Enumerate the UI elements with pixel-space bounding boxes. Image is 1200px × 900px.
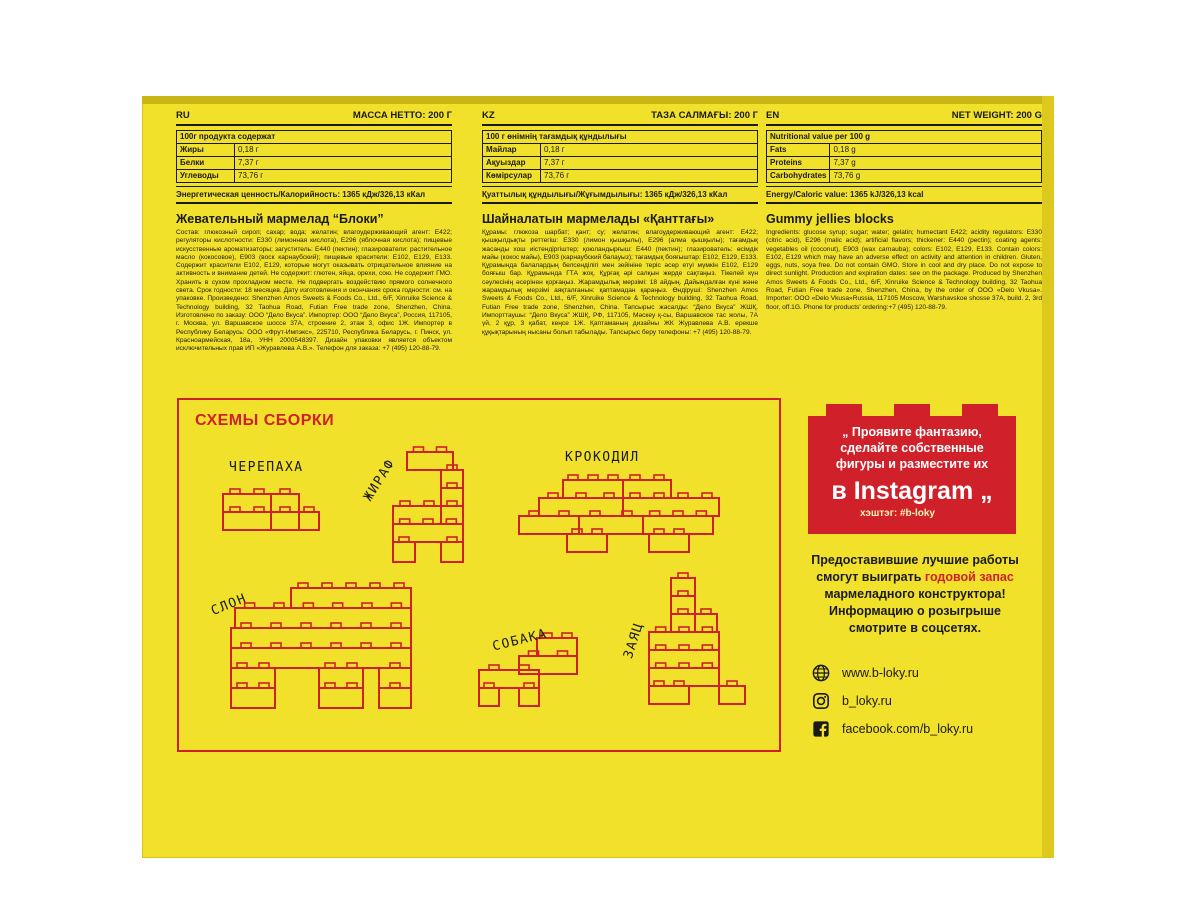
package-top-edge xyxy=(142,96,1054,104)
nutrition-table-header: 100г продукта содержат xyxy=(177,131,452,144)
nutrient-name: Carbohydrates xyxy=(767,170,830,183)
product-name: Шайналатын мармелады «Қанттағы» xyxy=(482,212,715,226)
elephant-brick xyxy=(231,643,411,668)
product-name: Жевательный мармелад “Блоки” xyxy=(176,212,384,226)
label-hare: ЗАЯЦ xyxy=(621,620,647,661)
ingredients-text: Ingredients: glucose syrup; sugar; water; gelatin; humectant E422; acidity regulators: E330 (citric acid), E296 (malic acid); artificial flavors; thickener: E440 (pectin); coating agents: vegetables oil (coconut), E903 (wax carnauba); colors: E102, E129, E133. Contain colors: E102, E129 which may have an adverse effect on activity and attention in children. Gluten, eggs, nuts, soya free. Do not contain GMO. Store in cool and dry place. Do not expose to direct sunlight. Production and expiration dates: see on the package. Produced by Shenzhen Amos Sweets & Foods Co., Ltd., 6/F, Xinruike Science & Technology building, 32 Taohua Road, Futian Free trade zone, Shenzhen, China, by the order of OOO «Delo Vkusa». Importer: OOO «Delo Vkusa»Russia, 117105 Moscow, Warshavskoe shosse 37A, build. 2, 3rd floor, off.1G. Phone for products' ordering:+7 (495) 120-88-79. xyxy=(766,229,1042,311)
giraffe-brick xyxy=(393,537,415,562)
label-turtle: ЧЕРЕПАХА xyxy=(229,460,304,475)
table-row xyxy=(177,144,452,157)
turtle-brick xyxy=(271,507,299,530)
table-row xyxy=(483,170,758,183)
crocodile-brick xyxy=(539,493,623,516)
energy-value: Қуаттылық құндылығы/Жұғымдылығы: 1365 кДж/326,13 кКал xyxy=(482,186,758,204)
dog-brick xyxy=(479,683,499,706)
elephant-brick xyxy=(235,603,411,628)
contest-text-part: мармеладного конструктора! Информацию о розыгрыше смотрите в соцсетях. xyxy=(824,587,1006,635)
giraffe-brick xyxy=(441,501,463,524)
nutrient-name: Ақуыздар xyxy=(483,157,541,170)
net-weight: МАССА НЕТТО: 200 Г xyxy=(352,110,452,121)
nutrient-name: Proteins xyxy=(767,157,830,170)
promo-brick-stud xyxy=(894,404,930,418)
nutrient-value: 7,37 г xyxy=(541,157,758,170)
giraffe-brick xyxy=(393,519,463,542)
promo-instagram: в Instagram „ xyxy=(831,477,993,505)
crocodile-brick xyxy=(649,529,689,552)
hare-brick xyxy=(649,627,719,650)
hare-brick xyxy=(671,609,695,632)
nutrient-value: 73,76 g xyxy=(830,170,1042,183)
net-weight: ТАЗА САЛМАҒЫ: 200 Г xyxy=(651,110,758,121)
instagram-icon xyxy=(812,692,830,710)
facebook-link[interactable] xyxy=(812,718,1022,740)
website-url: www.b-loky.ru xyxy=(842,666,919,680)
column-header xyxy=(766,110,1042,126)
nutrient-value: 0,18 г xyxy=(235,144,452,157)
promo-brick-stud xyxy=(962,404,998,418)
turtle-brick xyxy=(299,507,319,530)
hare-brick xyxy=(671,573,695,596)
nutrient-name: Жиры xyxy=(177,144,235,157)
turtle-brick xyxy=(223,507,271,530)
globe-icon xyxy=(812,664,830,682)
hare-brick xyxy=(649,645,719,668)
brick-figures-drawing xyxy=(179,400,779,750)
info-column-kz xyxy=(482,110,758,337)
schema-title: СХЕМЫ СБОРКИ xyxy=(195,412,335,429)
lang-code: RU xyxy=(176,110,190,121)
giraffe-brick xyxy=(441,537,463,562)
table-row xyxy=(767,157,1042,170)
dog-brick xyxy=(479,665,539,688)
elephant-brick xyxy=(379,683,411,708)
turtle-brick xyxy=(271,489,299,512)
hare-brick xyxy=(671,591,695,614)
hare-brick xyxy=(649,681,689,704)
contest-text xyxy=(808,552,1022,637)
energy-value: Energy/Caloric value: 1365 kJ/326,13 kcal xyxy=(766,186,1042,204)
product-name: Gummy jellies blocks xyxy=(766,212,894,226)
lang-code: KZ xyxy=(482,110,495,121)
info-column-ru xyxy=(176,110,452,353)
nutrition-table xyxy=(766,130,1042,183)
ingredients-text: Құрамы: глюкоза шарбат; қант; су; желатин; влагоудерживающий агент: E422; қышқылдықты реттегіш: E330 (лимон қышқылы), E296 (алма қышқылы); тағамдық жасанды хош иістендіргіштер; қоюландырғыш: E440 (пектин); глазирователь: өсімдік майы (кокос майы), E903 (карнаубский балауыз); тағамдық бояғыштар: E102, E129, E133. Құрамында балалардың белсенділігі мен зейініне теріс әсер етуі мүмкін E102, E129 бояғыш бар. Құрамында ГТА жоқ. Құрғақ әрі салқын жерде сақтаңыз. Тікелей күн сәулесінің әсерінен қорғаңыз. Жарамдылық мерзімі: 18 айдың. Дайындалған күні және жарамдылық мерзімі аяқталғанын: қаптамадан қараңыз. Өндіруші: Shenzhen Amos Sweets & Foods Co., Ltd., 6/F, Xinruike Science & Technology building, 32 Taohua Road, Futian Free trade zone, Shenzhen, China. Тапсырыс жасалды: “Дело Вкуса” ЖШҚ. Импорттаушы: “Дело Вкуса” ЖШҚ, РФ, 117105, Мәскеу қ-сы, Варшавское тас жолы, 7А үй, 2 құр, 3 қабат, кеңсе 1Ж. Қаптаманың дизайны ЖК Журавлева А.В. ерекше құқықтарының нысаны болып табылады. Тапсырыс беру телефоны: +7 (495) 120-88-79. xyxy=(482,229,758,336)
facebook-icon xyxy=(812,720,830,738)
nutrient-value: 7,37 g xyxy=(830,157,1042,170)
nutrition-table xyxy=(176,130,452,183)
elephant-brick xyxy=(319,683,363,708)
promo-line: сделайте собственные xyxy=(840,441,984,455)
elephant-brick xyxy=(231,623,411,648)
nutrient-name: Көмірсулар xyxy=(483,170,541,183)
nutrient-value: 7,37 г xyxy=(235,157,452,170)
contest-text-part: Предоставившие лучшие работы смогут выиграть xyxy=(811,553,1019,584)
promo-hashtag: хэштэг: #b-loky xyxy=(860,508,935,519)
dog-brick xyxy=(519,683,539,706)
elephant-brick xyxy=(379,663,411,688)
promo-text xyxy=(808,424,1016,519)
assembly-schemes-panel xyxy=(177,398,781,752)
elephant-brick xyxy=(291,583,411,608)
contest-highlight: годовой запас xyxy=(924,570,1014,584)
nutrition-table-header: Nutritional value per 100 g xyxy=(767,131,1042,144)
nutrient-value: 73,76 г xyxy=(541,170,758,183)
table-row xyxy=(767,170,1042,183)
ingredients-text: Состав: глюкозный сироп; сахар; вода; желатин; влагоудерживающий агент: E422; регуляторы кислотности: E330 (лимонная кислота), E296 (яблочная кислота); пищевые искусственные ароматизаторы; загуститель: E440 (пектин); глазирователи: растительное масло (кокосовое), E903 (воск карнаубский); пищевые красители: E102, E129, E133. Содержит красители E102, E129, которые могут оказывать отрицательное влияние на активность и внимание детей. Не содержит: глютен, яйца, орехи, сою. Не содержит ГМО. Хранить в сухом прохладном месте. Не подвергать воздействию прямого солнечного света. Срок годности: 18 месяцев. Дату изготовления и окончания срока годности: см. на упаковке. Произведено: Shenzhen Amos Sweets & Foods Co., Ltd., 6/F, Xinruike Science & Technology building, 32 Taohua Road, Futian Free trade zone, Shenzhen, China. Изготовлено по заказу: ООО “Дело Вкуса”. Импортер: ООО “Дело Вкуса”, Россия, 117105, г. Москва, ул. Варшавское шоссе 37А, строение 2, этаж 3, офис 1Ж. Импортер в Республику Беларусь: ООО «Фрут-Импэкс», 225710, Республика Беларусь, г. Пинск, ул. Красноармейская, 18а, УНН 200054839​7. Дизайн упаковки является объектом исключительных прав ИП «Журавлева А.В.». Телефон для заказа: +7 (495) 120-88-79. xyxy=(176,229,452,353)
lang-code: EN xyxy=(766,110,780,121)
net-weight: NET WEIGHT: 200 G xyxy=(951,110,1042,121)
nutrient-name: Белки xyxy=(177,157,235,170)
nutrient-name: Углеводы xyxy=(177,170,235,183)
website-link[interactable] xyxy=(812,662,1022,684)
nutrient-value: 0,18 g xyxy=(830,144,1042,157)
nutrient-name: Майлар xyxy=(483,144,541,157)
table-row xyxy=(177,170,452,183)
hare-brick xyxy=(695,609,717,632)
elephant-brick xyxy=(231,683,275,708)
crocodile-brick xyxy=(567,529,607,552)
package-side-edge xyxy=(1042,96,1054,858)
label-crocodile: КРОКОДИЛ xyxy=(565,450,640,465)
instagram-handle: b_loky.ru xyxy=(842,694,892,708)
table-row xyxy=(767,144,1042,157)
table-row xyxy=(483,157,758,170)
nutrient-value: 0,18 г xyxy=(541,144,758,157)
instagram-link[interactable] xyxy=(812,690,1022,712)
promo-line: фигуры и разместите их xyxy=(835,457,989,471)
crocodile-brick xyxy=(519,511,579,534)
table-row xyxy=(483,144,758,157)
info-column-en xyxy=(766,110,1042,312)
label-dog: СОБАКА xyxy=(491,626,549,655)
label-giraffe: ЖИРАФ xyxy=(361,456,399,504)
giraffe-brick xyxy=(441,483,463,506)
promo-line: „ Проявите фантазию, xyxy=(842,425,982,439)
crocodile-brick xyxy=(579,511,643,534)
column-header xyxy=(176,110,452,126)
nutrition-table-header: 100 г өнімнің тағамдық құндылығы xyxy=(483,131,758,144)
label-elephant: СЛОН xyxy=(209,591,250,619)
giraffe-brick xyxy=(407,447,453,470)
nutrient-name: Fats xyxy=(767,144,830,157)
energy-value: Энергетическая ценность/Калорийность: 1365 кДж/326,13 кКал xyxy=(176,186,452,204)
facebook-url: facebook.com/b_loky.ru xyxy=(842,722,974,736)
hare-brick xyxy=(719,681,745,704)
promo-brick-stud xyxy=(826,404,862,418)
nutrient-value: 73,76 г xyxy=(235,170,452,183)
nutrition-table xyxy=(482,130,758,183)
column-header xyxy=(482,110,758,126)
table-row xyxy=(177,157,452,170)
